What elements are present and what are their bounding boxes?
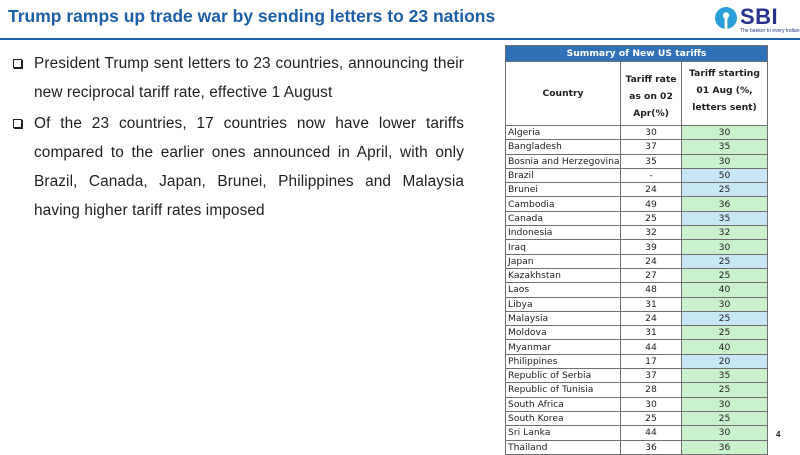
table-row (506, 183, 768, 197)
cell-new-rate: 40 (682, 340, 768, 354)
cell-country: Canada (506, 211, 621, 225)
cell-new-rate: 35 (682, 140, 768, 154)
cell-country: Philippines (506, 354, 621, 368)
cell-old-rate: 44 (621, 426, 682, 440)
cell-country: Thailand (506, 440, 621, 454)
cell-new-rate: 25 (682, 268, 768, 282)
cell-old-rate: 27 (621, 268, 682, 282)
cell-old-rate: 49 (621, 197, 682, 211)
bullet-text: Of the 23 countries, 17 countries now have lower tariffs compared to the earlier ones announced in April, with only Brazil, Canada, Japan, Brunei, Philippines and Malaysia having higher tariff rates imposed (34, 115, 464, 219)
table-row (506, 211, 768, 225)
cell-old-rate: 25 (621, 211, 682, 225)
cell-old-rate: 25 (621, 411, 682, 425)
cell-new-rate: 30 (682, 397, 768, 411)
cell-new-rate: 32 (682, 226, 768, 240)
table-row (506, 126, 768, 140)
cell-new-rate: 30 (682, 240, 768, 254)
table-row (506, 297, 768, 311)
table-caption: Summary of New US tariffs (506, 46, 768, 62)
table-row (506, 397, 768, 411)
table-row (506, 154, 768, 168)
cell-new-rate: 25 (682, 311, 768, 325)
cell-old-rate: 30 (621, 397, 682, 411)
cell-old-rate: 31 (621, 297, 682, 311)
table-row (506, 268, 768, 282)
cell-old-rate: - (621, 168, 682, 182)
cell-new-rate: 35 (682, 369, 768, 383)
cell-new-rate: 25 (682, 383, 768, 397)
cell-new-rate: 50 (682, 168, 768, 182)
cell-country: Indonesia (506, 226, 621, 240)
cell-country: Republic of Tunisia (506, 383, 621, 397)
logo-wordmark: SBI (740, 4, 779, 29)
cell-country: Republic of Serbia (506, 369, 621, 383)
cell-country: Moldova (506, 326, 621, 340)
table-row (506, 340, 768, 354)
cell-country: Japan (506, 254, 621, 268)
table-row (506, 411, 768, 425)
table-row (506, 254, 768, 268)
cell-old-rate: 24 (621, 183, 682, 197)
cell-country: Libya (506, 297, 621, 311)
cell-old-rate: 36 (621, 440, 682, 454)
slide-title: Trump ramps up trade war by sending letters to 23 nations (8, 6, 496, 26)
cell-old-rate: 32 (621, 226, 682, 240)
table-body (506, 126, 768, 455)
table-row (506, 369, 768, 383)
cell-new-rate: 40 (682, 283, 768, 297)
cell-country: South Africa (506, 397, 621, 411)
cell-old-rate: 48 (621, 283, 682, 297)
cell-old-rate: 24 (621, 254, 682, 268)
cell-country: Kazakhstan (506, 268, 621, 282)
cell-country: Sri Lanka (506, 426, 621, 440)
cell-country: Bangladesh (506, 140, 621, 154)
square-bullet-icon (13, 59, 22, 68)
bullet-text: President Trump sent letters to 23 countries, announcing their new reciprocal tariff rate, effective 1 August (34, 55, 464, 101)
cell-country: Laos (506, 283, 621, 297)
table-row (506, 197, 768, 211)
table-row (506, 140, 768, 154)
cell-country: Malaysia (506, 311, 621, 325)
table-row (506, 326, 768, 340)
cell-new-rate: 30 (682, 297, 768, 311)
table-row (506, 383, 768, 397)
bullet-item (12, 49, 464, 107)
cell-new-rate: 30 (682, 126, 768, 140)
cell-new-rate: 36 (682, 440, 768, 454)
bullet-list (12, 49, 464, 225)
table-row (506, 426, 768, 440)
table-row (506, 354, 768, 368)
cell-country: Cambodia (506, 197, 621, 211)
cell-old-rate: 37 (621, 369, 682, 383)
cell-country: Bosnia and Herzegovina (506, 154, 621, 168)
cell-new-rate: 25 (682, 411, 768, 425)
cell-country: Brazil (506, 168, 621, 182)
cell-new-rate: 25 (682, 326, 768, 340)
sbi-logo (714, 3, 800, 37)
cell-old-rate: 44 (621, 340, 682, 354)
cell-old-rate: 30 (621, 126, 682, 140)
column-header-new-rate: Tariff starting 01 Aug (%, letters sent) (682, 62, 768, 126)
cell-new-rate: 35 (682, 211, 768, 225)
cell-country: Brunei (506, 183, 621, 197)
title-divider (0, 38, 800, 40)
column-header-old-rate: Tariff rate as on 02 Apr(%) (621, 62, 682, 126)
cell-new-rate: 20 (682, 354, 768, 368)
cell-new-rate: 30 (682, 154, 768, 168)
sbi-keyhole-icon (714, 6, 738, 30)
cell-old-rate: 28 (621, 383, 682, 397)
table-row (506, 240, 768, 254)
column-header-country: Country (506, 62, 621, 126)
cell-old-rate: 37 (621, 140, 682, 154)
cell-old-rate: 17 (621, 354, 682, 368)
table-row (506, 311, 768, 325)
table-row (506, 440, 768, 454)
cell-country: South Korea (506, 411, 621, 425)
cell-new-rate: 25 (682, 183, 768, 197)
square-bullet-icon (13, 119, 22, 128)
cell-country: Iraq (506, 240, 621, 254)
cell-new-rate: 30 (682, 426, 768, 440)
cell-old-rate: 24 (621, 311, 682, 325)
logo-tagline: The banker to every Indian (740, 28, 800, 34)
cell-country: Myanmar (506, 340, 621, 354)
bullet-item (12, 109, 464, 225)
cell-old-rate: 39 (621, 240, 682, 254)
tariff-summary-table (505, 45, 768, 455)
cell-old-rate: 35 (621, 154, 682, 168)
cell-old-rate: 31 (621, 326, 682, 340)
page-number: 4 (776, 430, 781, 439)
table-row (506, 168, 768, 182)
cell-new-rate: 25 (682, 254, 768, 268)
cell-new-rate: 36 (682, 197, 768, 211)
table-row (506, 226, 768, 240)
cell-country: Algeria (506, 126, 621, 140)
table-row (506, 283, 768, 297)
